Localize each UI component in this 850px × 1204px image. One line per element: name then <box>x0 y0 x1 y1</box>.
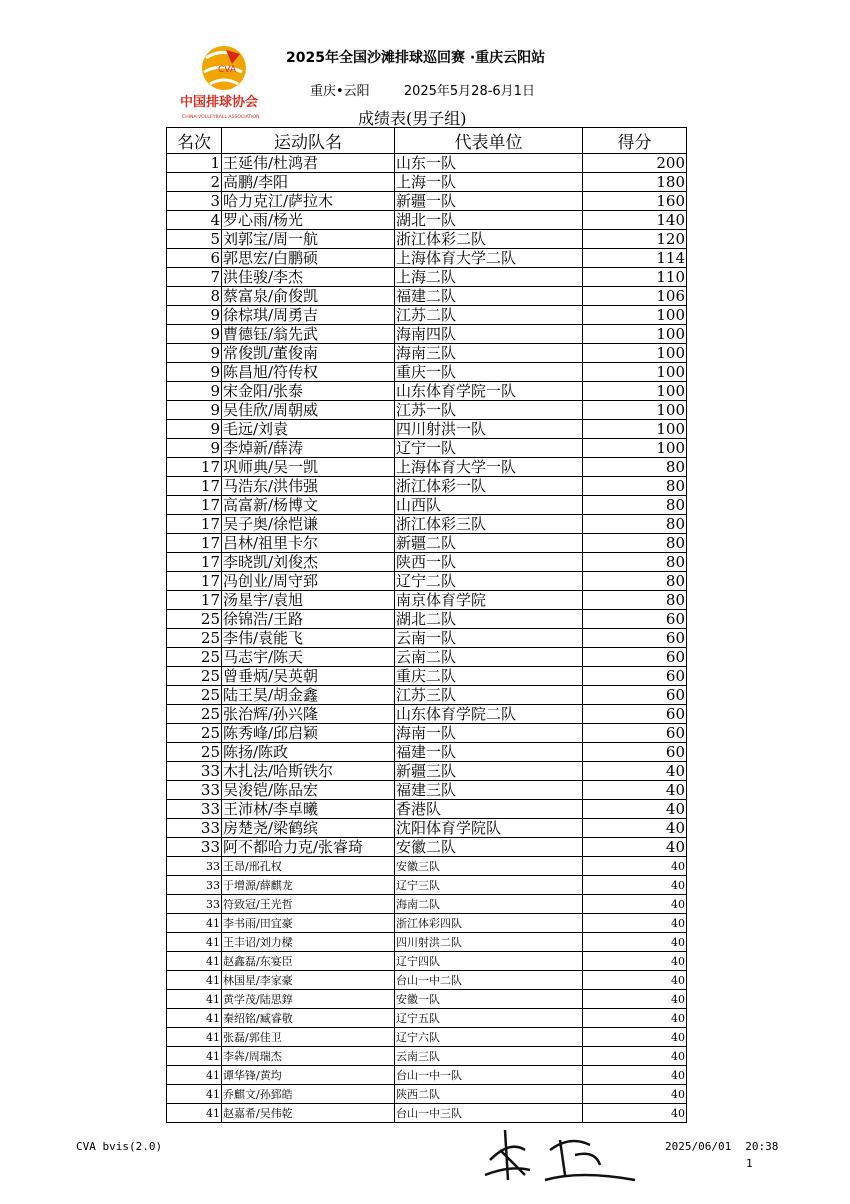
cell-rank: 33 <box>167 819 222 838</box>
cell-team: 李犇/周瑞杰 <box>222 1047 395 1066</box>
cell-score: 80 <box>583 515 687 534</box>
table-row <box>167 401 687 420</box>
cell-team: 王延伟/杜鸿君 <box>222 154 395 173</box>
cell-unit: 新疆一队 <box>395 192 583 211</box>
cell-rank: 17 <box>167 496 222 515</box>
cell-rank: 41 <box>167 1066 222 1085</box>
cell-score: 40 <box>583 876 687 895</box>
cell-score: 100 <box>583 439 687 458</box>
cell-unit: 浙江体彩三队 <box>395 515 583 534</box>
table-row <box>167 724 687 743</box>
logo-text-cn: 中国排球协会 <box>180 95 259 110</box>
cell-unit: 山东一队 <box>395 154 583 173</box>
cell-unit: 台山一中三队 <box>395 1104 583 1123</box>
cell-score: 60 <box>583 648 687 667</box>
cell-unit: 浙江体彩四队 <box>395 914 583 933</box>
cell-score: 60 <box>583 686 687 705</box>
cell-score: 40 <box>583 1047 687 1066</box>
table-row <box>167 496 687 515</box>
cell-rank: 25 <box>167 686 222 705</box>
table-row <box>167 895 687 914</box>
cell-unit: 福建二队 <box>395 287 583 306</box>
cell-score: 160 <box>583 192 687 211</box>
cell-team: 符致冠/王光哲 <box>222 895 395 914</box>
cell-score: 80 <box>583 553 687 572</box>
cell-unit: 辽宁四队 <box>395 952 583 971</box>
table-row <box>167 914 687 933</box>
cell-team: 陆王昊/胡金鑫 <box>222 686 395 705</box>
cell-score: 60 <box>583 705 687 724</box>
cell-team: 郭思宏/白鹏硕 <box>222 249 395 268</box>
cell-team: 汤星宇/袁旭 <box>222 591 395 610</box>
cell-rank: 9 <box>167 420 222 439</box>
cell-team: 林国星/李家豪 <box>222 971 395 990</box>
cell-rank: 9 <box>167 306 222 325</box>
table-row <box>167 1047 687 1066</box>
cell-score: 40 <box>583 857 687 876</box>
table-row <box>167 1028 687 1047</box>
cell-unit: 安徽二队 <box>395 838 583 857</box>
cell-rank: 33 <box>167 838 222 857</box>
cell-team: 曹德钰/翁先武 <box>222 325 395 344</box>
table-header-row <box>167 128 687 154</box>
cell-unit: 云南三队 <box>395 1047 583 1066</box>
cell-team: 毛远/刘袁 <box>222 420 395 439</box>
cell-rank: 3 <box>167 192 222 211</box>
cell-rank: 41 <box>167 1047 222 1066</box>
cell-score: 120 <box>583 230 687 249</box>
table-row <box>167 306 687 325</box>
cell-score: 40 <box>583 762 687 781</box>
cell-rank: 17 <box>167 477 222 496</box>
cell-team: 陈秀峰/邱启颖 <box>222 724 395 743</box>
cell-rank: 41 <box>167 952 222 971</box>
table-row <box>167 1009 687 1028</box>
cell-team: 徐锦浩/王路 <box>222 610 395 629</box>
table-row <box>167 857 687 876</box>
cell-unit: 南京体育学院 <box>395 591 583 610</box>
cell-rank: 25 <box>167 705 222 724</box>
cell-score: 40 <box>583 781 687 800</box>
cell-score: 40 <box>583 1104 687 1123</box>
cell-score: 40 <box>583 1085 687 1104</box>
cell-score: 140 <box>583 211 687 230</box>
cell-rank: 9 <box>167 401 222 420</box>
cell-rank: 41 <box>167 914 222 933</box>
cell-team: 张磊/郭佳卫 <box>222 1028 395 1047</box>
cell-score: 100 <box>583 420 687 439</box>
cell-rank: 25 <box>167 610 222 629</box>
cell-team: 蔡富泉/俞俊凯 <box>222 287 395 306</box>
cell-score: 40 <box>583 895 687 914</box>
cell-team: 吕林/祖里卡尔 <box>222 534 395 553</box>
cell-unit: 香港队 <box>395 800 583 819</box>
cell-rank: 9 <box>167 382 222 401</box>
cell-score: 114 <box>583 249 687 268</box>
cell-unit: 台山一中一队 <box>395 1066 583 1085</box>
table-row <box>167 686 687 705</box>
cell-rank: 41 <box>167 1104 222 1123</box>
table-row <box>167 154 687 173</box>
cell-score: 80 <box>583 572 687 591</box>
cell-rank: 17 <box>167 572 222 591</box>
cell-rank: 17 <box>167 591 222 610</box>
cell-unit: 江苏一队 <box>395 401 583 420</box>
cell-score: 106 <box>583 287 687 306</box>
cell-team: 阿不都哈力克/张睿琦 <box>222 838 395 857</box>
cell-unit: 云南一队 <box>395 629 583 648</box>
document-title: 2025年全国沙滩排球巡回赛 ·重庆云阳站 <box>286 50 546 66</box>
cell-rank: 17 <box>167 458 222 477</box>
cell-team: 马志宇/陈天 <box>222 648 395 667</box>
event-dates: 2025年5月28-6月1日 <box>403 84 535 99</box>
cell-rank: 17 <box>167 515 222 534</box>
venue-line <box>310 80 535 99</box>
table-row <box>167 990 687 1009</box>
table-row <box>167 439 687 458</box>
table-row <box>167 363 687 382</box>
cell-score: 40 <box>583 800 687 819</box>
cell-rank: 41 <box>167 971 222 990</box>
cell-team: 张治辉/孙兴隆 <box>222 705 395 724</box>
cell-team: 宋金阳/张泰 <box>222 382 395 401</box>
cell-unit: 云南二队 <box>395 648 583 667</box>
cell-score: 100 <box>583 344 687 363</box>
cell-score: 40 <box>583 914 687 933</box>
cell-unit: 上海二队 <box>395 268 583 287</box>
print-date: 2025/06/01 <box>665 1140 732 1153</box>
svg-text:CVA: CVA <box>218 65 237 75</box>
table-row <box>167 325 687 344</box>
cell-unit: 辽宁一队 <box>395 439 583 458</box>
cell-team: 吴子奥/徐恺谦 <box>222 515 395 534</box>
cell-score: 100 <box>583 325 687 344</box>
cell-unit: 海南四队 <box>395 325 583 344</box>
print-timestamp <box>665 1140 778 1153</box>
cell-unit: 海南一队 <box>395 724 583 743</box>
cell-unit: 山东体育学院一队 <box>395 382 583 401</box>
cell-unit: 山东体育学院二队 <box>395 705 583 724</box>
cell-score: 60 <box>583 610 687 629</box>
table-row <box>167 819 687 838</box>
cell-team: 乔麒文/孙郅皓 <box>222 1085 395 1104</box>
cell-team: 谭华锋/黄均 <box>222 1066 395 1085</box>
cell-score: 80 <box>583 591 687 610</box>
table-row <box>167 610 687 629</box>
cell-score: 40 <box>583 838 687 857</box>
cell-rank: 2 <box>167 173 222 192</box>
cell-team: 王昂/邢孔权 <box>222 857 395 876</box>
table-row <box>167 344 687 363</box>
cell-rank: 9 <box>167 325 222 344</box>
cell-score: 60 <box>583 667 687 686</box>
cell-team: 冯创业/周守郅 <box>222 572 395 591</box>
cell-rank: 7 <box>167 268 222 287</box>
cell-unit: 辽宁五队 <box>395 1009 583 1028</box>
cell-unit: 新疆二队 <box>395 534 583 553</box>
cell-team: 李伟/袁能飞 <box>222 629 395 648</box>
cell-rank: 41 <box>167 1085 222 1104</box>
cell-rank: 41 <box>167 1028 222 1047</box>
cell-rank: 33 <box>167 800 222 819</box>
table-row <box>167 287 687 306</box>
cell-team: 李书雨/田宜豪 <box>222 914 395 933</box>
cell-score: 40 <box>583 990 687 1009</box>
table-row <box>167 553 687 572</box>
cell-unit: 海南三队 <box>395 344 583 363</box>
table-row <box>167 173 687 192</box>
cell-rank: 17 <box>167 553 222 572</box>
cell-score: 80 <box>583 534 687 553</box>
cell-rank: 33 <box>167 781 222 800</box>
cell-team: 曾垂炳/吴英朝 <box>222 667 395 686</box>
cell-rank: 9 <box>167 439 222 458</box>
table-row <box>167 420 687 439</box>
cell-unit: 上海体育大学一队 <box>395 458 583 477</box>
cell-rank: 1 <box>167 154 222 173</box>
results-subtitle: 成绩表(男子组) <box>358 109 467 128</box>
cell-team: 于增源/薛麒龙 <box>222 876 395 895</box>
table-row <box>167 800 687 819</box>
cell-unit: 浙江体彩二队 <box>395 230 583 249</box>
location: 重庆•云阳 <box>310 84 370 99</box>
cell-rank: 6 <box>167 249 222 268</box>
cell-score: 100 <box>583 306 687 325</box>
cell-unit: 四川射洪二队 <box>395 933 583 952</box>
cell-rank: 33 <box>167 895 222 914</box>
table-row <box>167 971 687 990</box>
cell-unit: 湖北一队 <box>395 211 583 230</box>
logo-text-en: CHINA VOLLEYBALL ASSOCIATION <box>182 115 260 120</box>
cell-rank: 25 <box>167 629 222 648</box>
cell-unit: 山西队 <box>395 496 583 515</box>
cell-score: 40 <box>583 971 687 990</box>
cell-score: 40 <box>583 933 687 952</box>
cell-team: 赵嘉希/吴伟乾 <box>222 1104 395 1123</box>
cell-unit: 湖北二队 <box>395 610 583 629</box>
header-score: 得分 <box>583 128 687 154</box>
header-unit: 代表单位 <box>395 128 583 154</box>
cva-logo <box>176 42 272 122</box>
cell-team: 刘郭宝/周一航 <box>222 230 395 249</box>
cell-unit: 浙江体彩一队 <box>395 477 583 496</box>
cell-team: 高鹏/李阳 <box>222 173 395 192</box>
cell-rank: 33 <box>167 876 222 895</box>
signature-image <box>470 1120 650 1190</box>
cell-rank: 25 <box>167 648 222 667</box>
cell-team: 洪佳骏/李杰 <box>222 268 395 287</box>
cell-score: 80 <box>583 496 687 515</box>
table-row <box>167 515 687 534</box>
table-row <box>167 192 687 211</box>
cell-score: 60 <box>583 724 687 743</box>
cell-team: 赵鑫磊/东宴臣 <box>222 952 395 971</box>
cell-unit: 上海体育大学二队 <box>395 249 583 268</box>
cell-rank: 25 <box>167 724 222 743</box>
cell-team: 王沛林/李卓曦 <box>222 800 395 819</box>
cell-score: 40 <box>583 1066 687 1085</box>
cell-team: 马浩东/洪伟强 <box>222 477 395 496</box>
table-row <box>167 1085 687 1104</box>
cell-team: 吴佳欣/周朝威 <box>222 401 395 420</box>
cell-team: 高富新/杨博文 <box>222 496 395 515</box>
cell-rank: 9 <box>167 363 222 382</box>
cell-rank: 33 <box>167 762 222 781</box>
table-row <box>167 382 687 401</box>
cell-score: 80 <box>583 458 687 477</box>
cell-team: 徐棕琪/周勇吉 <box>222 306 395 325</box>
cell-rank: 9 <box>167 344 222 363</box>
cell-rank: 25 <box>167 667 222 686</box>
table-row <box>167 933 687 952</box>
cell-score: 100 <box>583 401 687 420</box>
cell-rank: 17 <box>167 534 222 553</box>
table-row <box>167 211 687 230</box>
cell-unit: 海南二队 <box>395 895 583 914</box>
header-rank: 名次 <box>167 128 222 154</box>
table-row <box>167 591 687 610</box>
table-row <box>167 667 687 686</box>
table-row <box>167 781 687 800</box>
table-row <box>167 876 687 895</box>
cell-rank: 41 <box>167 990 222 1009</box>
cell-score: 40 <box>583 1028 687 1047</box>
table-row <box>167 952 687 971</box>
cell-team: 常俊凯/董俊南 <box>222 344 395 363</box>
cell-score: 110 <box>583 268 687 287</box>
cell-team: 李焯新/薛涛 <box>222 439 395 458</box>
cell-rank: 41 <box>167 933 222 952</box>
table-row <box>167 762 687 781</box>
cell-unit: 福建三队 <box>395 781 583 800</box>
table-row <box>167 629 687 648</box>
cell-team: 哈力克江/萨拉木 <box>222 192 395 211</box>
cell-score: 180 <box>583 173 687 192</box>
cell-rank: 25 <box>167 743 222 762</box>
cell-unit: 台山一中二队 <box>395 971 583 990</box>
cell-rank: 8 <box>167 287 222 306</box>
cell-unit: 沈阳体育学院队 <box>395 819 583 838</box>
cell-rank: 41 <box>167 1009 222 1028</box>
software-version: CVA bvis(2.0) <box>76 1140 163 1153</box>
cell-score: 40 <box>583 819 687 838</box>
cell-unit: 江苏三队 <box>395 686 583 705</box>
cell-rank: 33 <box>167 857 222 876</box>
cell-team: 秦绍铭/臧睿敬 <box>222 1009 395 1028</box>
cell-team: 陈昌旭/符传权 <box>222 363 395 382</box>
cell-score: 40 <box>583 952 687 971</box>
cell-score: 60 <box>583 629 687 648</box>
cell-score: 100 <box>583 363 687 382</box>
cell-unit: 辽宁六队 <box>395 1028 583 1047</box>
table-row <box>167 1066 687 1085</box>
cell-unit: 安徽一队 <box>395 990 583 1009</box>
cell-unit: 安徽三队 <box>395 857 583 876</box>
table-row <box>167 534 687 553</box>
cell-unit: 陕西二队 <box>395 1085 583 1104</box>
table-row <box>167 838 687 857</box>
table-row <box>167 648 687 667</box>
table-row <box>167 477 687 496</box>
cell-unit: 四川射洪一队 <box>395 420 583 439</box>
cell-unit: 上海一队 <box>395 173 583 192</box>
table-row <box>167 268 687 287</box>
cell-unit: 重庆二队 <box>395 667 583 686</box>
cell-team: 李晓凯/刘俊杰 <box>222 553 395 572</box>
table-row <box>167 572 687 591</box>
table-row <box>167 249 687 268</box>
cell-rank: 4 <box>167 211 222 230</box>
page-number: 1 <box>746 1157 753 1170</box>
results-table <box>166 127 687 1123</box>
cell-score: 40 <box>583 1009 687 1028</box>
cell-team: 罗心雨/杨光 <box>222 211 395 230</box>
cell-team: 王丰诏/刘力樑 <box>222 933 395 952</box>
cell-score: 80 <box>583 477 687 496</box>
header-team: 运动队名 <box>222 128 395 154</box>
table-row <box>167 743 687 762</box>
cell-unit: 辽宁三队 <box>395 876 583 895</box>
table-row <box>167 458 687 477</box>
table-row <box>167 705 687 724</box>
cell-team: 陈扬/陈政 <box>222 743 395 762</box>
cell-unit: 福建一队 <box>395 743 583 762</box>
cell-team: 吴浚铠/陈品宏 <box>222 781 395 800</box>
cell-team: 黄学茂/陆思錞 <box>222 990 395 1009</box>
cell-unit: 江苏二队 <box>395 306 583 325</box>
table-row <box>167 230 687 249</box>
cell-unit: 新疆三队 <box>395 762 583 781</box>
cell-unit: 辽宁二队 <box>395 572 583 591</box>
cell-score: 60 <box>583 743 687 762</box>
cell-team: 木扎法/哈斯铁尔 <box>222 762 395 781</box>
cell-score: 200 <box>583 154 687 173</box>
cell-score: 100 <box>583 382 687 401</box>
cell-unit: 陕西一队 <box>395 553 583 572</box>
print-time: 20:38 <box>745 1140 779 1153</box>
cell-unit: 重庆一队 <box>395 363 583 382</box>
cell-team: 房楚尧/梁鹤缤 <box>222 819 395 838</box>
cell-team: 巩师典/吴一凯 <box>222 458 395 477</box>
cell-rank: 5 <box>167 230 222 249</box>
